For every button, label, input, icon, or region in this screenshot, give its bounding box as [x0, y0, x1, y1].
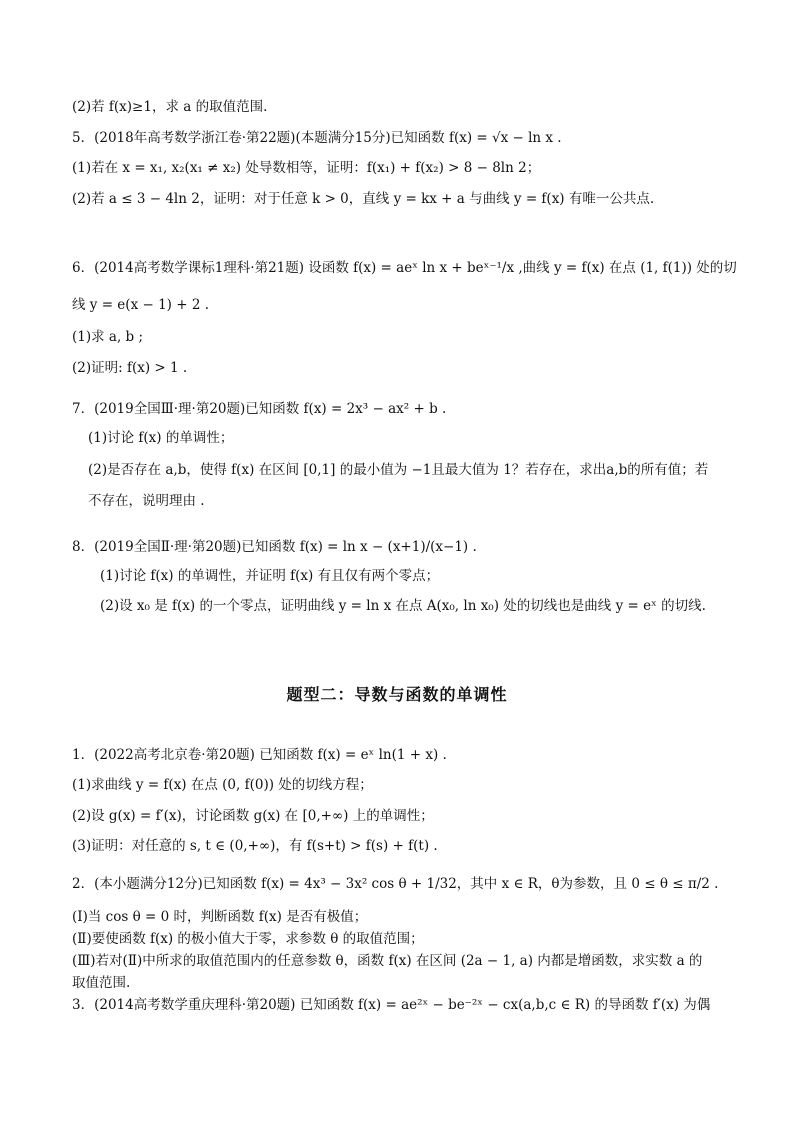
- problem-6-part-1: (1)求 a, b ;: [72, 329, 144, 345]
- problem-5-part-2: (2)若 a ≤ 3 − 4ln 2，证明：对于任意 k > 0，直线 y = kx + a 与曲线 y = f(x) 有唯一公共点.: [72, 191, 655, 207]
- problem-8-part-1: (1)讨论 f(x) 的单调性，并证明 f(x) 有且仅有两个零点；: [100, 568, 440, 584]
- problem-7-part-2: (2)是否存在 a,b，使得 f(x) 在区间 [0,1] 的最小值为 −1且最大值为 1？若存在，求出a,b的所有值；若: [88, 462, 709, 478]
- problem-8-statement: 8．(2019全国Ⅱ·理·第20题)已知函数 f(x) = ln x − (x+1)/(x−1) .: [72, 539, 477, 555]
- problem-2-2-part-2: (Ⅱ)要使函数 f(x) 的极小值大于零，求参数 θ 的取值范围；: [72, 931, 424, 947]
- problem-2-2-statement: 2．(本小题满分12分)已知函数 f(x) = 4x³ − 3x² cos θ + 1/32，其中 x ∈ R，θ为参数，且 0 ≤ θ ≤ π/2 .: [72, 876, 719, 892]
- problem-7-part-2-cont: 不存在，说明理由 .: [88, 493, 205, 509]
- problem-7-part-1: (1)讨论 f(x) 的单调性；: [88, 430, 234, 446]
- problem-2-1-part-1: (1)求曲线 y = f(x) 在点 (0, f(0)) 处的切线方程；: [72, 777, 373, 793]
- problem-5-statement: 5．(2018年高考数学浙江卷·第22题)(本题满分15分)已知函数 f(x) = √x − ln x .: [72, 130, 562, 146]
- problem-7-statement: 7．(2019全国Ⅲ·理·第20题)已知函数 f(x) = 2x³ − ax² + b .: [72, 401, 447, 417]
- problem-4-part-2: (2)若 f(x)≥1，求 a 的取值范围.: [72, 99, 268, 115]
- problem-2-1-statement: 1．(2022高考北京卷·第20题) 已知函数 f(x) = eˣ ln(1 + x) .: [72, 747, 447, 763]
- problem-8-part-2: (2)设 x₀ 是 f(x) 的一个零点，证明曲线 y = ln x 在点 A(x₀, ln x₀) 处的切线也是曲线 y = eˣ 的切线.: [100, 598, 706, 614]
- problem-2-2-part-3-cont: 取值范围.: [72, 975, 131, 991]
- problem-6-part-2: (2)证明: f(x) > 1 .: [72, 360, 188, 376]
- problem-2-2-part-1: (Ⅰ)当 cos θ = 0 时，判断函数 f(x) 是否有极值；: [72, 909, 368, 925]
- problem-2-2-part-3: (Ⅲ)若对(Ⅱ)中所求的取值范围内的任意参数 θ，函数 f(x) 在区间 (2a − 1, a) 内都是增函数，求实数 a 的: [72, 953, 703, 969]
- problem-2-1-part-3: (3)证明：对任意的 s, t ∈ (0,+∞)，有 f(s+t) > f(s) + f(t) .: [72, 838, 438, 854]
- problem-6-statement-cont: 线 y = e(x − 1) + 2 .: [72, 297, 209, 313]
- problem-5-part-1: (1)若在 x = x₁, x₂(x₁ ≠ x₂) 处导数相等，证明：f(x₁) + f(x₂) > 8 − 8ln 2；: [72, 160, 541, 176]
- problem-6-statement: 6．(2014高考数学课标1理科·第21题) 设函数 f(x) = aeˣ ln x + beˣ⁻¹/x ,曲线 y = f(x) 在点 (1, f(1)) 处的切: [72, 260, 737, 276]
- problem-2-3-statement: 3．(2014高考数学重庆理科·第20题) 已知函数 f(x) = ae²ˣ − be⁻²ˣ − cx(a,b,c ∈ R) 的导函数 f′(x) 为偶: [72, 997, 711, 1013]
- section-title: 题型二：导数与函数的单调性: [286, 685, 508, 704]
- problem-2-1-part-2: (2)设 g(x) = f′(x)，讨论函数 g(x) 在 [0,+∞) 上的单调性；: [72, 808, 434, 824]
